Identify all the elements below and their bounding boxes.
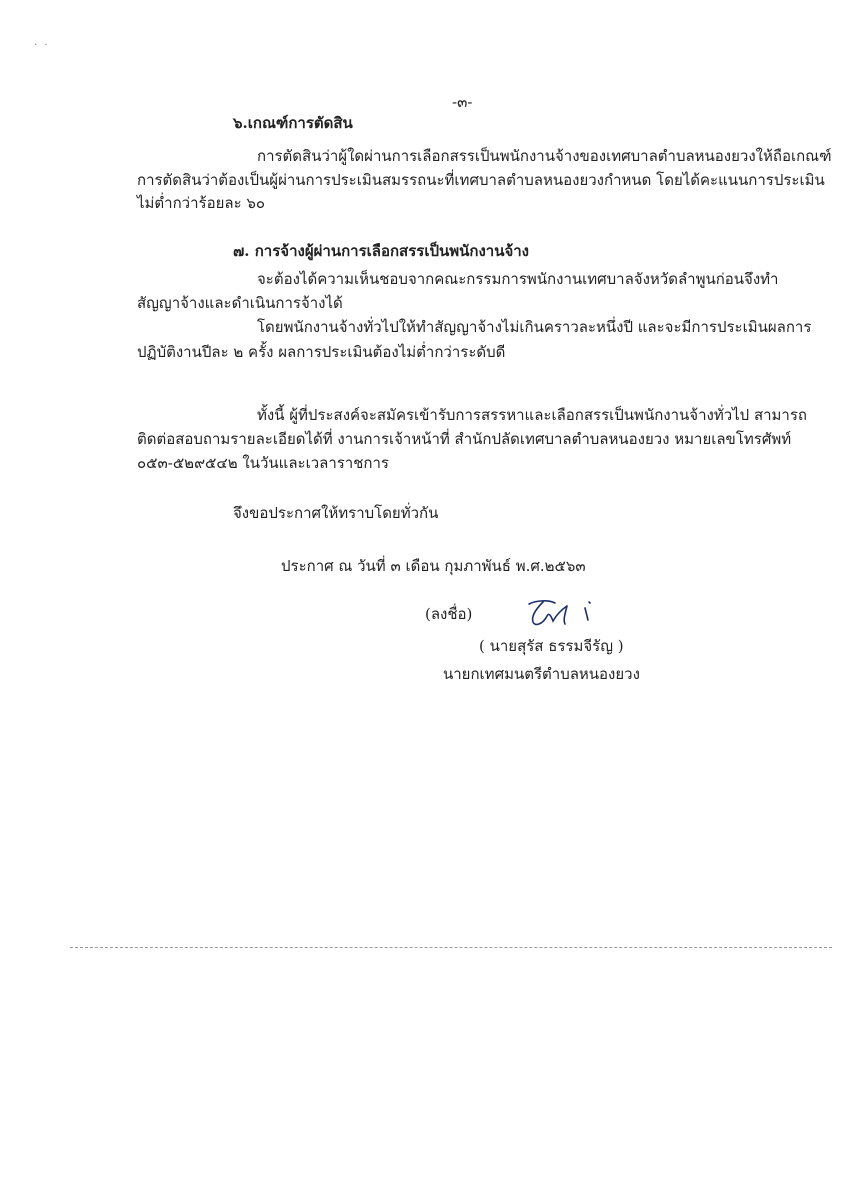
signer-name: ( นายสุรัส ธรรมจีรัญ )	[479, 637, 624, 655]
section6-heading: ๖.เกณฑ์การตัดสิน	[233, 114, 353, 132]
section7-heading: ๗. การจ้างผู้ผ่านการเลือกสรรเป็นพนักงานจ้าง	[233, 242, 529, 260]
section6-line1: การตัดสินว่าผู้ใดผ่านการเลือกสรรเป็นพนักงานจ้างของเทศบาลตำบลหนองยวงให้ถือเกณฑ์	[257, 147, 832, 165]
section7-p2-line1: โดยพนักงานจ้างทั่วไปให้ทำสัญญาจ้างไม่เกินคราวละหนึ่งปี และจะมีการประเมินผลการ	[257, 318, 812, 336]
closing-text: จึงขอประกาศให้ทราบโดยทั่วกัน	[233, 504, 439, 522]
page-number: -๓-	[452, 93, 473, 111]
contact-line2: ติดต่อสอบถามรายละเอียดได้ที่ งานการเจ้าหน้าที่ สำนักปลัดเทศบาลตำบลหนองยวง หมายเลขโทรศัพท์	[137, 430, 792, 448]
handwritten-signature	[515, 594, 605, 634]
section6-line2: การตัดสินว่าต้องเป็นผู้ผ่านการประเมินสมรรถนะที่เทศบาลตำบลหนองยวงกำหนด โดยได้คะแนนการประเมิน	[137, 171, 825, 189]
section7-p1-line1: จะต้องได้ความเห็นชอบจากคณะกรรมการพนักงานเทศบาลจังหวัดลำพูนก่อนจึงทำ	[257, 270, 779, 288]
signer-position: นายกเทศมนตรีตำบลหนองยวง	[443, 665, 640, 683]
sign-label: (ลงชื่อ)	[425, 605, 473, 623]
section7-p2-line2: ปฏิบัติงานปีละ ๒ ครั้ง ผลการประเมินต้องไม่ต่ำกว่าระดับดี	[137, 343, 506, 361]
contact-line1: ทั้งนี้ ผู้ที่ประสงค์จะสมัครเข้ารับการสรรหาและเลือกสรรเป็นพนักงานจ้างทั่วไป สามารถ	[257, 406, 807, 424]
scan-divider-line	[70, 947, 832, 948]
section7-p1-line2: สัญญาจ้างและดำเนินการจ้างได้	[137, 294, 343, 312]
scan-mark: · ·	[34, 40, 50, 51]
announce-date: ประกาศ ณ วันที่ ๓ เดือน กุมภาพันธ์ พ.ศ.๒๕๖๓	[281, 557, 586, 575]
section6-line3: ไม่ต่ำกว่าร้อยละ ๖๐	[137, 194, 266, 212]
contact-line3: ๐๕๓-๕๒๙๕๔๒ ในวันและเวลาราชการ	[137, 454, 389, 472]
